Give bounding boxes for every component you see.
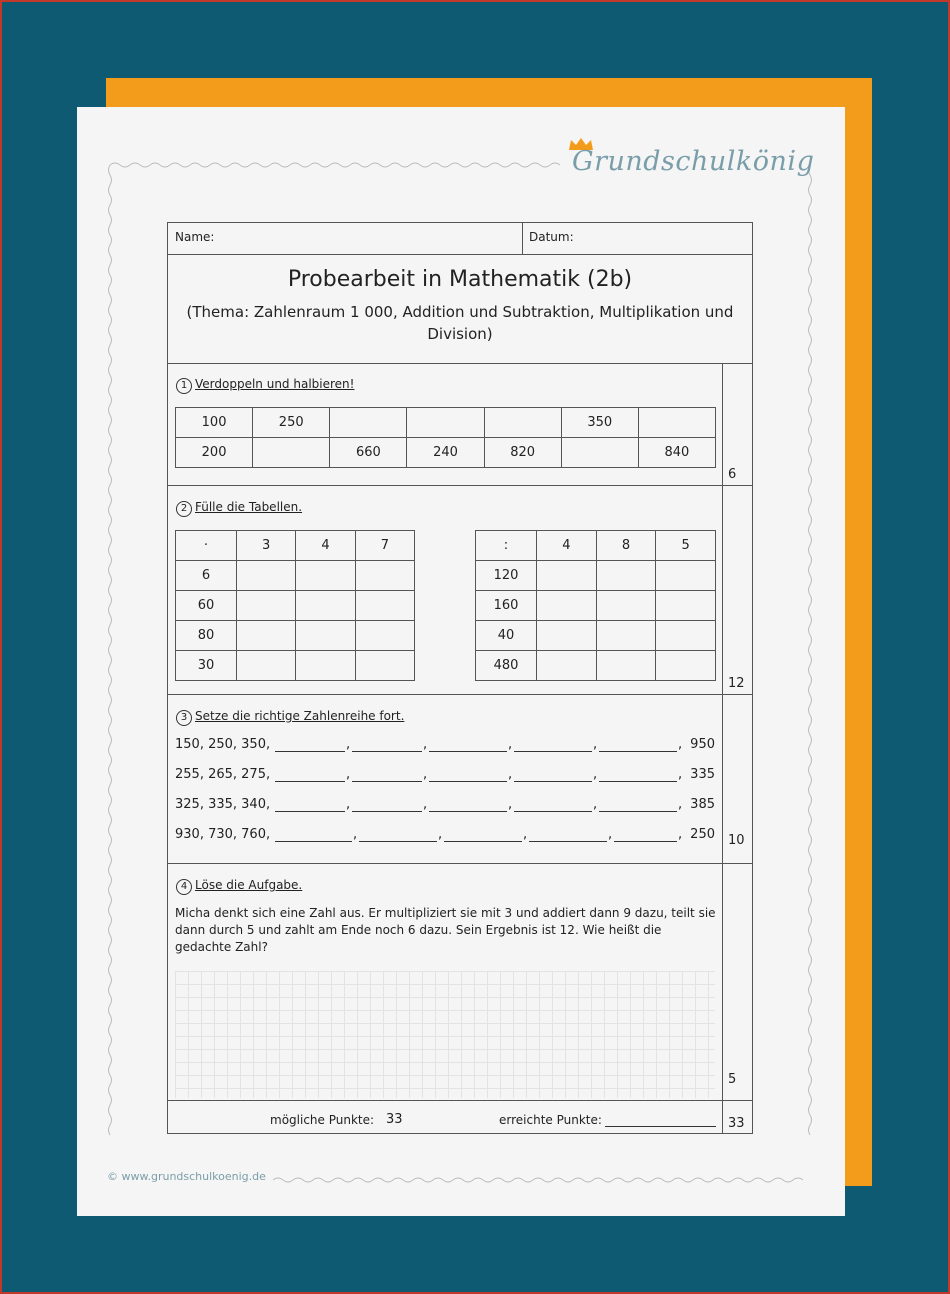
answer-blank bbox=[599, 811, 677, 812]
mult-operator: · bbox=[176, 531, 237, 561]
answer-cell bbox=[296, 561, 355, 591]
task4-heading bbox=[176, 878, 302, 895]
scratch-grid[interactable] bbox=[175, 971, 715, 1098]
div-col-header: 5 bbox=[656, 531, 716, 561]
achieved-points-blank[interactable] bbox=[605, 1126, 716, 1127]
answer-blank bbox=[599, 781, 677, 782]
task1-cell bbox=[484, 408, 561, 438]
sequence-start: 930, 730, 760, bbox=[175, 827, 271, 842]
task1-cell bbox=[638, 408, 715, 438]
answer-cell bbox=[355, 621, 414, 651]
comma: , bbox=[346, 737, 351, 752]
answer-cell bbox=[537, 621, 597, 651]
comma: , bbox=[346, 797, 351, 812]
brand-logo: Grundschulkönig bbox=[572, 146, 815, 177]
comma: , bbox=[523, 827, 528, 842]
word-problem: Micha denkt sich eine Zahl aus. Er multipliziert sie mit 3 und addiert dann 9 dazu, teilt sie dann durch 5 und zahlt am Ende noch 6 dazu. Sein Ergebnis ist 12. Wie heißt die gedachte Zahl? bbox=[175, 906, 716, 954]
comma: , bbox=[353, 827, 358, 842]
mult-row-header: 6 bbox=[176, 561, 237, 591]
answer-blank bbox=[614, 841, 677, 842]
possible-points-value: 33 bbox=[386, 1112, 403, 1127]
sequence-row bbox=[175, 827, 715, 847]
answer-cell bbox=[296, 591, 355, 621]
points-column-divider bbox=[722, 363, 723, 1134]
task1-table bbox=[175, 407, 716, 468]
comma: , bbox=[593, 797, 598, 812]
achieved-points-label: erreichte Punkte: bbox=[499, 1113, 602, 1127]
answer-cell bbox=[237, 561, 296, 591]
task1-cell: 660 bbox=[330, 438, 407, 468]
answer-cell bbox=[537, 651, 597, 681]
task3-heading-text: Setze die richtige Zahlenreihe fort. bbox=[195, 709, 405, 723]
comma: , bbox=[346, 767, 351, 782]
sequence-start: 150, 250, 350, bbox=[175, 737, 271, 752]
header-divider bbox=[522, 223, 523, 254]
answer-cell bbox=[355, 651, 414, 681]
comma: , bbox=[508, 737, 513, 752]
task1-cell: 250 bbox=[253, 408, 330, 438]
div-operator: : bbox=[476, 531, 537, 561]
div-row-header: 40 bbox=[476, 621, 537, 651]
answer-cell bbox=[537, 591, 597, 621]
task2-heading-text: Fülle die Tabellen. bbox=[195, 500, 303, 514]
task1-number: 1 bbox=[176, 378, 192, 394]
comma: , bbox=[508, 797, 513, 812]
mult-col-header: 3 bbox=[237, 531, 296, 561]
task1-cell bbox=[561, 438, 638, 468]
task4-line bbox=[168, 1100, 752, 1101]
page-subtitle: (Thema: Zahlenraum 1 000, Addition und Subtraktion, Multiplikation und Division) bbox=[186, 303, 734, 343]
sequence-end: 335 bbox=[690, 767, 715, 782]
header-line bbox=[168, 254, 752, 255]
div-col-header: 8 bbox=[596, 531, 656, 561]
comma: , bbox=[423, 767, 428, 782]
answer-cell bbox=[237, 621, 296, 651]
comma: , bbox=[508, 767, 513, 782]
answer-cell bbox=[237, 651, 296, 681]
sequence-start: 325, 335, 340, bbox=[175, 797, 271, 812]
task1-cell: 820 bbox=[484, 438, 561, 468]
answer-cell bbox=[296, 651, 355, 681]
comma: , bbox=[678, 797, 683, 812]
sequence-row bbox=[175, 797, 715, 817]
task4-heading-text: Löse die Aufgabe. bbox=[195, 878, 303, 892]
answer-cell bbox=[596, 591, 656, 621]
mult-col-header: 7 bbox=[355, 531, 414, 561]
task4-number: 4 bbox=[176, 879, 192, 895]
answer-blank bbox=[529, 841, 607, 842]
sequence-end: 250 bbox=[690, 827, 715, 842]
answer-cell bbox=[656, 591, 716, 621]
task3-line bbox=[168, 863, 752, 864]
answer-blank bbox=[514, 811, 592, 812]
answer-blank bbox=[359, 841, 437, 842]
task1-cell: 840 bbox=[638, 438, 715, 468]
answer-blank bbox=[275, 841, 352, 842]
answer-cell bbox=[237, 591, 296, 621]
answer-blank bbox=[514, 781, 592, 782]
task1-cell: 200 bbox=[176, 438, 253, 468]
answer-cell bbox=[596, 561, 656, 591]
task2-number: 2 bbox=[176, 501, 192, 517]
div-row-header: 160 bbox=[476, 591, 537, 621]
answer-cell bbox=[656, 651, 716, 681]
task3-points: 10 bbox=[728, 833, 745, 848]
div-col-header: 4 bbox=[537, 531, 597, 561]
answer-cell bbox=[537, 561, 597, 591]
sequence-end: 950 bbox=[690, 737, 715, 752]
answer-blank bbox=[352, 781, 422, 782]
comma: , bbox=[438, 827, 443, 842]
task1-cell: 350 bbox=[561, 408, 638, 438]
answer-blank bbox=[429, 811, 507, 812]
task1-cell bbox=[407, 408, 484, 438]
task2-line bbox=[168, 694, 752, 695]
task2-points: 12 bbox=[728, 676, 745, 691]
answer-blank bbox=[275, 751, 345, 752]
answer-blank bbox=[275, 811, 345, 812]
sequence-row bbox=[175, 737, 715, 757]
comma: , bbox=[678, 737, 683, 752]
answer-blank bbox=[352, 811, 422, 812]
comma: , bbox=[608, 827, 613, 842]
answer-blank bbox=[429, 781, 507, 782]
answer-blank bbox=[429, 751, 507, 752]
comma: , bbox=[423, 797, 428, 812]
test-sheet bbox=[167, 222, 753, 1134]
title-line bbox=[168, 363, 752, 364]
answer-blank bbox=[352, 751, 422, 752]
task1-cell: 100 bbox=[176, 408, 253, 438]
date-label: Datum: bbox=[529, 230, 574, 244]
answer-cell bbox=[596, 621, 656, 651]
task3-heading bbox=[176, 709, 404, 726]
mult-row-header: 60 bbox=[176, 591, 237, 621]
comma: , bbox=[593, 767, 598, 782]
answer-cell bbox=[596, 651, 656, 681]
name-label: Name: bbox=[175, 230, 215, 244]
answer-cell bbox=[355, 561, 414, 591]
mult-col-header: 4 bbox=[296, 531, 355, 561]
answer-blank bbox=[514, 751, 592, 752]
total-points: 33 bbox=[728, 1116, 745, 1131]
div-row-header: 120 bbox=[476, 561, 537, 591]
answer-blank bbox=[444, 841, 522, 842]
answer-cell bbox=[656, 561, 716, 591]
sequence-end: 385 bbox=[690, 797, 715, 812]
mult-row-header: 30 bbox=[176, 651, 237, 681]
task2-heading bbox=[176, 500, 302, 517]
task1-heading-text: Verdoppeln und halbieren! bbox=[195, 377, 355, 391]
task1-line bbox=[168, 485, 752, 486]
division-table bbox=[475, 530, 716, 681]
multiplication-table bbox=[175, 530, 415, 681]
comma: , bbox=[678, 827, 683, 842]
answer-blank bbox=[275, 781, 345, 782]
sequence-row bbox=[175, 767, 715, 787]
comma: , bbox=[593, 737, 598, 752]
div-row-header: 480 bbox=[476, 651, 537, 681]
mult-row-header: 80 bbox=[176, 621, 237, 651]
answer-cell bbox=[296, 621, 355, 651]
answer-cell bbox=[355, 591, 414, 621]
task1-points: 6 bbox=[728, 467, 737, 482]
page-title: Probearbeit in Mathematik (2b) bbox=[287, 267, 633, 292]
task4-points: 5 bbox=[728, 1072, 737, 1087]
sequence-start: 255, 265, 275, bbox=[175, 767, 271, 782]
possible-points-label: mögliche Punkte: bbox=[270, 1113, 375, 1127]
task1-cell bbox=[253, 438, 330, 468]
task1-heading bbox=[176, 377, 354, 394]
task1-cell bbox=[330, 408, 407, 438]
answer-cell bbox=[656, 621, 716, 651]
footer-url: © www.grundschulkoenig.de bbox=[107, 1170, 266, 1183]
comma: , bbox=[678, 767, 683, 782]
answer-blank bbox=[599, 751, 677, 752]
task1-cell: 240 bbox=[407, 438, 484, 468]
comma: , bbox=[423, 737, 428, 752]
task3-number: 3 bbox=[176, 710, 192, 726]
